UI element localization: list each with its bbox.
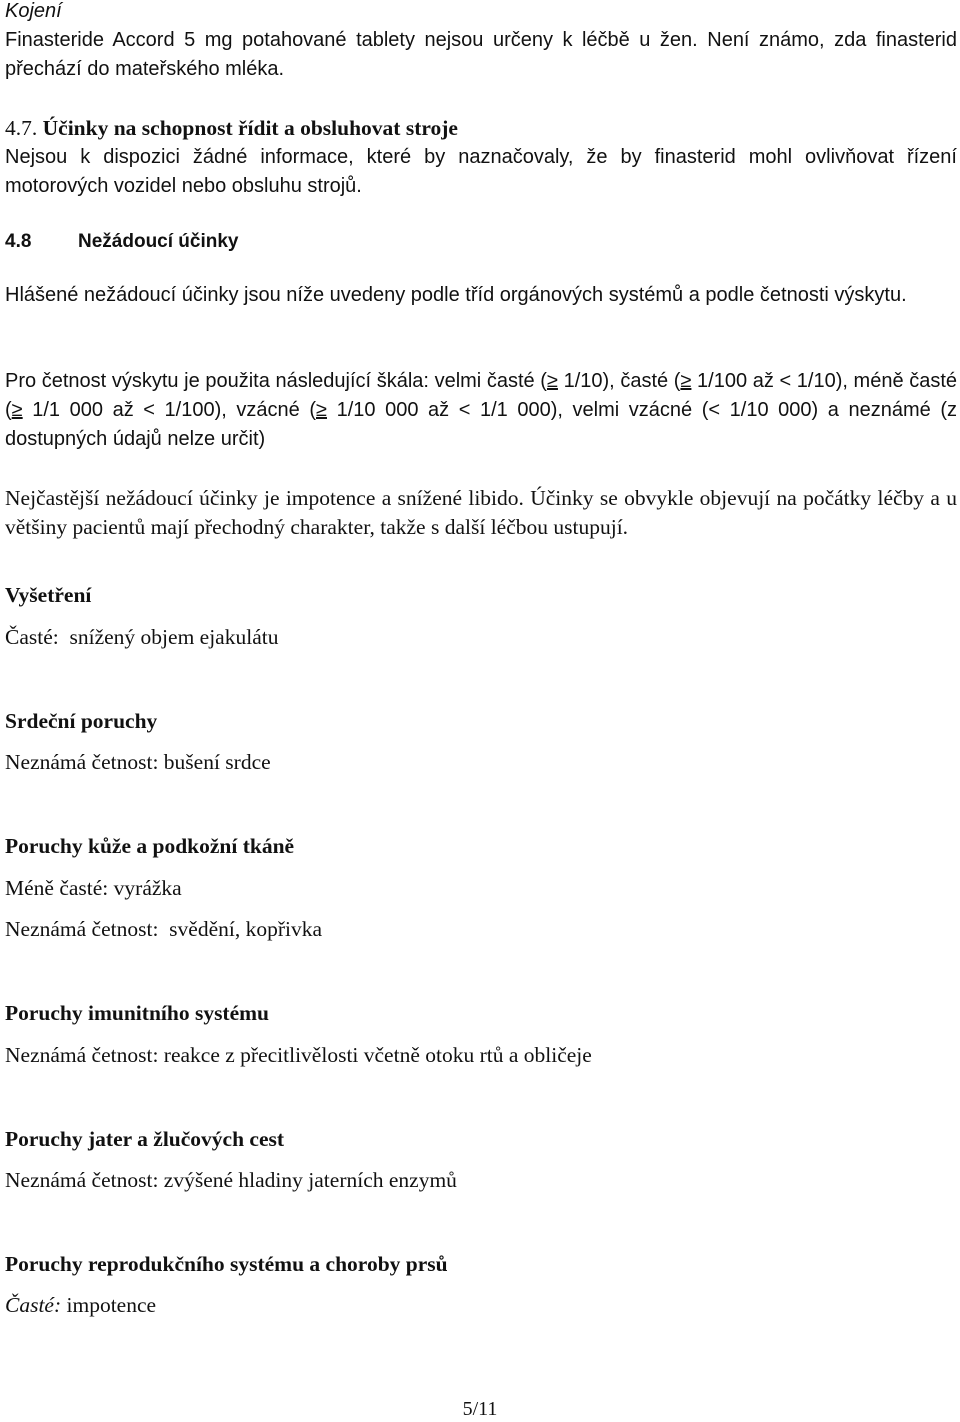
effect-text: vyrážka bbox=[113, 876, 182, 900]
freq-text-4: 1/1 000 až < 1/100), vzácné ( bbox=[22, 399, 316, 421]
freq-text-5: 1/10 000 až < 1/1 000), velmi vzácné (< 1/10 000) a neznámé (z dostupných údajů nelze určit) bbox=[5, 399, 957, 450]
page-number: 5/11 bbox=[462, 1398, 498, 1420]
ge-symbol: ≥ bbox=[546, 370, 558, 392]
frequency-label: Méně časté: bbox=[5, 876, 109, 900]
section-4-7-heading bbox=[5, 114, 957, 143]
section-4-8-heading bbox=[5, 227, 957, 256]
ge-symbol: ≥ bbox=[316, 399, 327, 421]
frequency-label: Časté: bbox=[5, 625, 59, 649]
effect-text: reakce z přecitlivělosti včetně otoku rtů a obličeje bbox=[163, 1043, 592, 1067]
effect-text: snížený objem ejakulátu bbox=[69, 625, 279, 649]
effect-text: svědění, kopřivka bbox=[169, 917, 323, 941]
section-4-8-title: Nežádoucí účinky bbox=[78, 231, 239, 252]
frequency-label: Neznámá četnost: bbox=[5, 1043, 159, 1067]
frequency-label: Neznámá četnost: bbox=[5, 750, 159, 774]
ge-symbol: ≥ bbox=[680, 370, 692, 392]
frequency-label: Neznámá četnost: bbox=[5, 917, 159, 941]
effect-text: bušení srdce bbox=[163, 750, 271, 774]
section-4-8-number: 4.8 bbox=[5, 231, 32, 252]
freq-text-3: 1/100 až < 1/10), méně časté ( bbox=[5, 370, 957, 421]
frequency-label: Neznámá četnost: bbox=[5, 1168, 159, 1192]
soc-heading-cardiac: Srdeční poruchy bbox=[5, 709, 158, 733]
soc-line bbox=[5, 915, 957, 944]
frequency-label: Časté: bbox=[5, 1293, 62, 1317]
soc-heading-reproductive: Poruchy reprodukčního systému a choroby prsů bbox=[5, 1252, 448, 1276]
most-common-effects: Nejčastější nežádoucí účinky je impotence a snížené libido. Účinky se obvykle objevují na počátky léčby a u většiny pacientů mají přechodný charakter, takže s další léčbou ustupují. bbox=[5, 486, 957, 539]
soc-heading-skin: Poruchy kůže a podkožní tkáně bbox=[5, 834, 295, 858]
frequency-scale-text bbox=[5, 367, 957, 454]
soc-heading-hepatobiliary: Poruchy jater a žlučových cest bbox=[5, 1127, 285, 1151]
soc-line bbox=[5, 748, 957, 777]
effect-text: impotence bbox=[66, 1293, 157, 1317]
soc-line bbox=[5, 874, 957, 903]
section-4-7-number: 4.7. bbox=[5, 116, 43, 140]
soc-line bbox=[5, 1166, 957, 1195]
soc-line bbox=[5, 1041, 957, 1070]
breastfeeding-text: Finasteride Accord 5 mg potahované tablety nejsou určeny k léčbě u žen. Není známo, zda finasterid přechází do mateřského mléka. bbox=[5, 29, 957, 80]
effect-text: zvýšené hladiny jaterních enzymů bbox=[163, 1168, 457, 1192]
section-4-7-heading-text bbox=[5, 116, 458, 140]
section-4-7-title: Účinky na schopnost řídit a obsluhovat stroje bbox=[42, 116, 458, 140]
soc-heading-immune: Poruchy imunitního systému bbox=[5, 1001, 270, 1025]
breastfeeding-heading: Kojení bbox=[5, 0, 62, 22]
section-4-8-intro: Hlášené nežádoucí účinky jsou níže uvedeny podle tříd orgánových systémů a podle četnosti výskytu. bbox=[5, 284, 907, 306]
freq-text-2: 1/10), časté ( bbox=[557, 370, 681, 392]
ge-symbol: ≥ bbox=[11, 399, 23, 421]
soc-heading-investigations: Vyšetření bbox=[5, 583, 92, 607]
section-4-7-text: Nejsou k dispozici žádné informace, které by naznačovaly, že by finasterid mohl ovlivňovat řízení motorových vozidel nebo obsluhu strojů. bbox=[5, 146, 957, 197]
soc-line bbox=[5, 1291, 957, 1320]
freq-text-1: Pro četnost výskytu je použita následující škála: velmi časté ( bbox=[5, 370, 547, 392]
soc-line bbox=[5, 623, 957, 652]
